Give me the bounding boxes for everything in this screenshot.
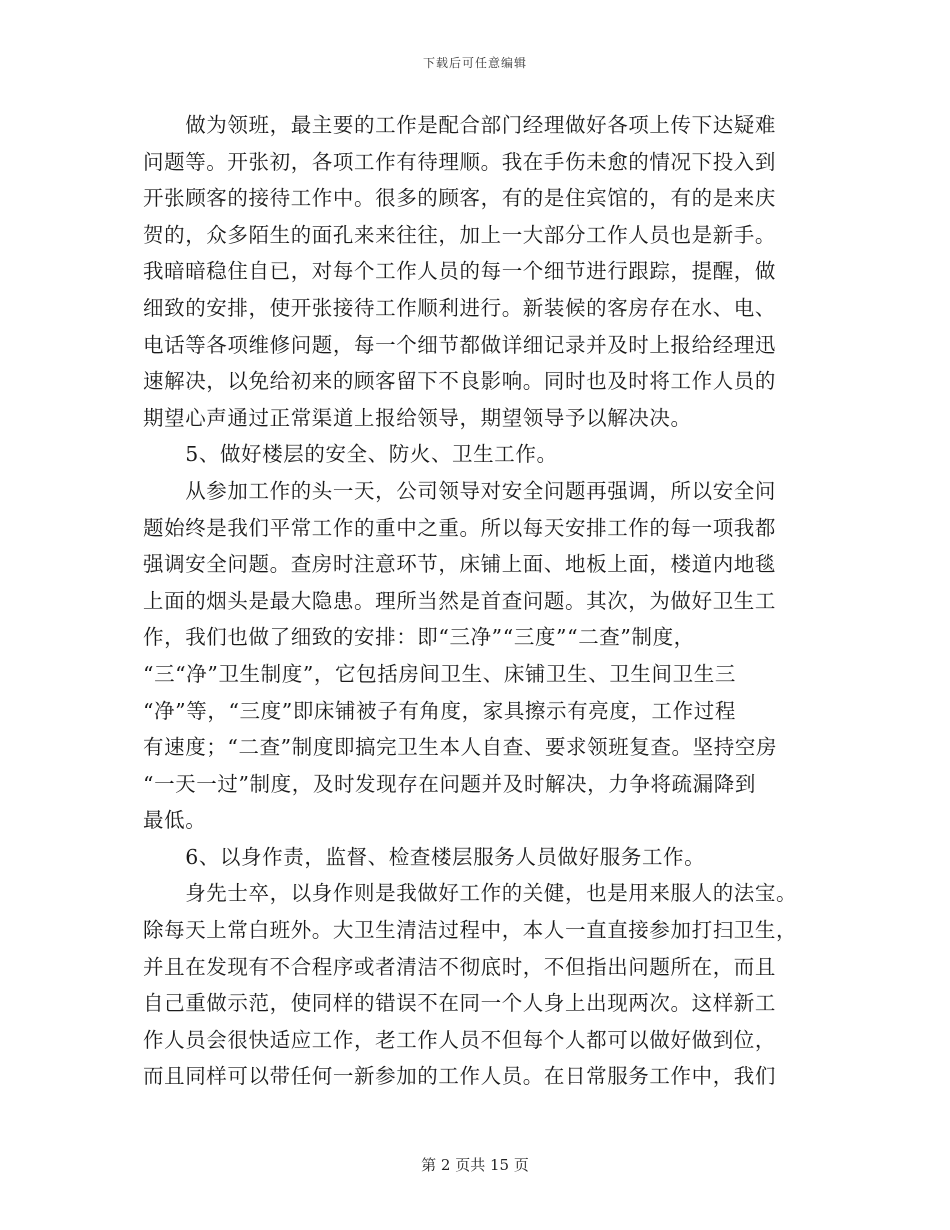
body-line: 做为领班，最主要的工作是配合部门经理做好各项上传下达疑难 — [143, 113, 776, 137]
body-line: “三“净”卫生制度”，它包括房间卫生、床铺卫生、卫生间卫生三 — [143, 661, 736, 686]
body-line: 除每天上常白班外。大卫生清洁过程中，本人一直直接参加打扫卫生， — [143, 918, 798, 943]
section-heading: 6、以身作责，监督、检查楼层服务人员做好服务工作。 — [143, 844, 706, 869]
body-line: 速解决，以免给初来的顾客留下不良影响。同时也及时将工作人员的 — [143, 369, 776, 394]
page-header: 下载后可任意编辑 — [422, 56, 527, 70]
body-line: 从参加工作的头一天，公司领导对安全问题再强调，所以安全问 — [143, 478, 776, 503]
body-line: 我暗暗稳住自已，对每个工作人员的每一个细节进行跟踪，提醒，做 — [143, 259, 776, 284]
document-body — [143, 107, 808, 1095]
body-line: 有速度；“二查”制度即搞完卫生本人自查、要求领班复查。坚持空房 — [143, 735, 778, 760]
body-line: 作人员会很快适应工作，老工作人员不但每个人都可以做好做到位， — [143, 1027, 776, 1052]
body-line: “净”等，“三度”即床铺被子有角度，家具擦示有亮度，工作过程 — [143, 698, 736, 723]
body-line: 细致的安排，使开张接待工作顺利进行。新装候的客房存在水、电、 — [143, 295, 776, 320]
page-footer: 第 2 页共 15 页 — [421, 1156, 529, 1174]
body-line: 期望心声通过正常渠道上报给领导，期望领导予以解决决。 — [143, 405, 692, 430]
body-line: 问题等。开张初，各项工作有待理顺。我在手伤未愈的情况下投入到 — [143, 149, 776, 174]
body-line: 上面的烟头是最大隐患。理所当然是首查问题。其次，为做好卫生工 — [143, 588, 776, 613]
section-heading: 5、做好楼层的安全、防火、卫生工作。 — [143, 442, 558, 467]
body-line: 作，我们也做了细致的安排：即“三净”“三度”“二查”制度， — [143, 625, 695, 650]
body-line: 电话等各项维修问题，每一个细节都做详细记录并及时上报给经理迅 — [143, 332, 776, 357]
body-line: “一天一过”制度，及时发现存在问题并及时解决，力争将疏漏降到 — [143, 771, 756, 796]
body-line: 最低。 — [143, 808, 207, 833]
body-line: 身先士卒，以身作则是我做好工作的关健，也是用来服人的法宝。 — [143, 881, 798, 906]
body-line: 自己重做示范，使同样的错误不在同一个人身上出现两次。这样新工 — [143, 991, 776, 1016]
body-line: 而且同样可以带任何一新参加的工作人员。在日常服务工作中，我们 — [143, 1064, 776, 1089]
body-line: 开张顾客的接待工作中。很多的顾客，有的是住宾馆的，有的是来庆 — [143, 186, 776, 211]
body-line: 并且在发现有不合程序或者清洁不彻底时，不但指出问题所在，而且 — [143, 954, 776, 979]
body-line: 题始终是我们平常工作的重中之重。所以每天安排工作的每一项我都 — [143, 515, 776, 540]
body-line: 贺的，众多陌生的面孔来来往往，加上一大部分工作人员也是新手。 — [143, 222, 776, 247]
body-line: 强调安全问题。查房时注意环节，床铺上面、地板上面，楼道内地毯 — [143, 552, 776, 577]
